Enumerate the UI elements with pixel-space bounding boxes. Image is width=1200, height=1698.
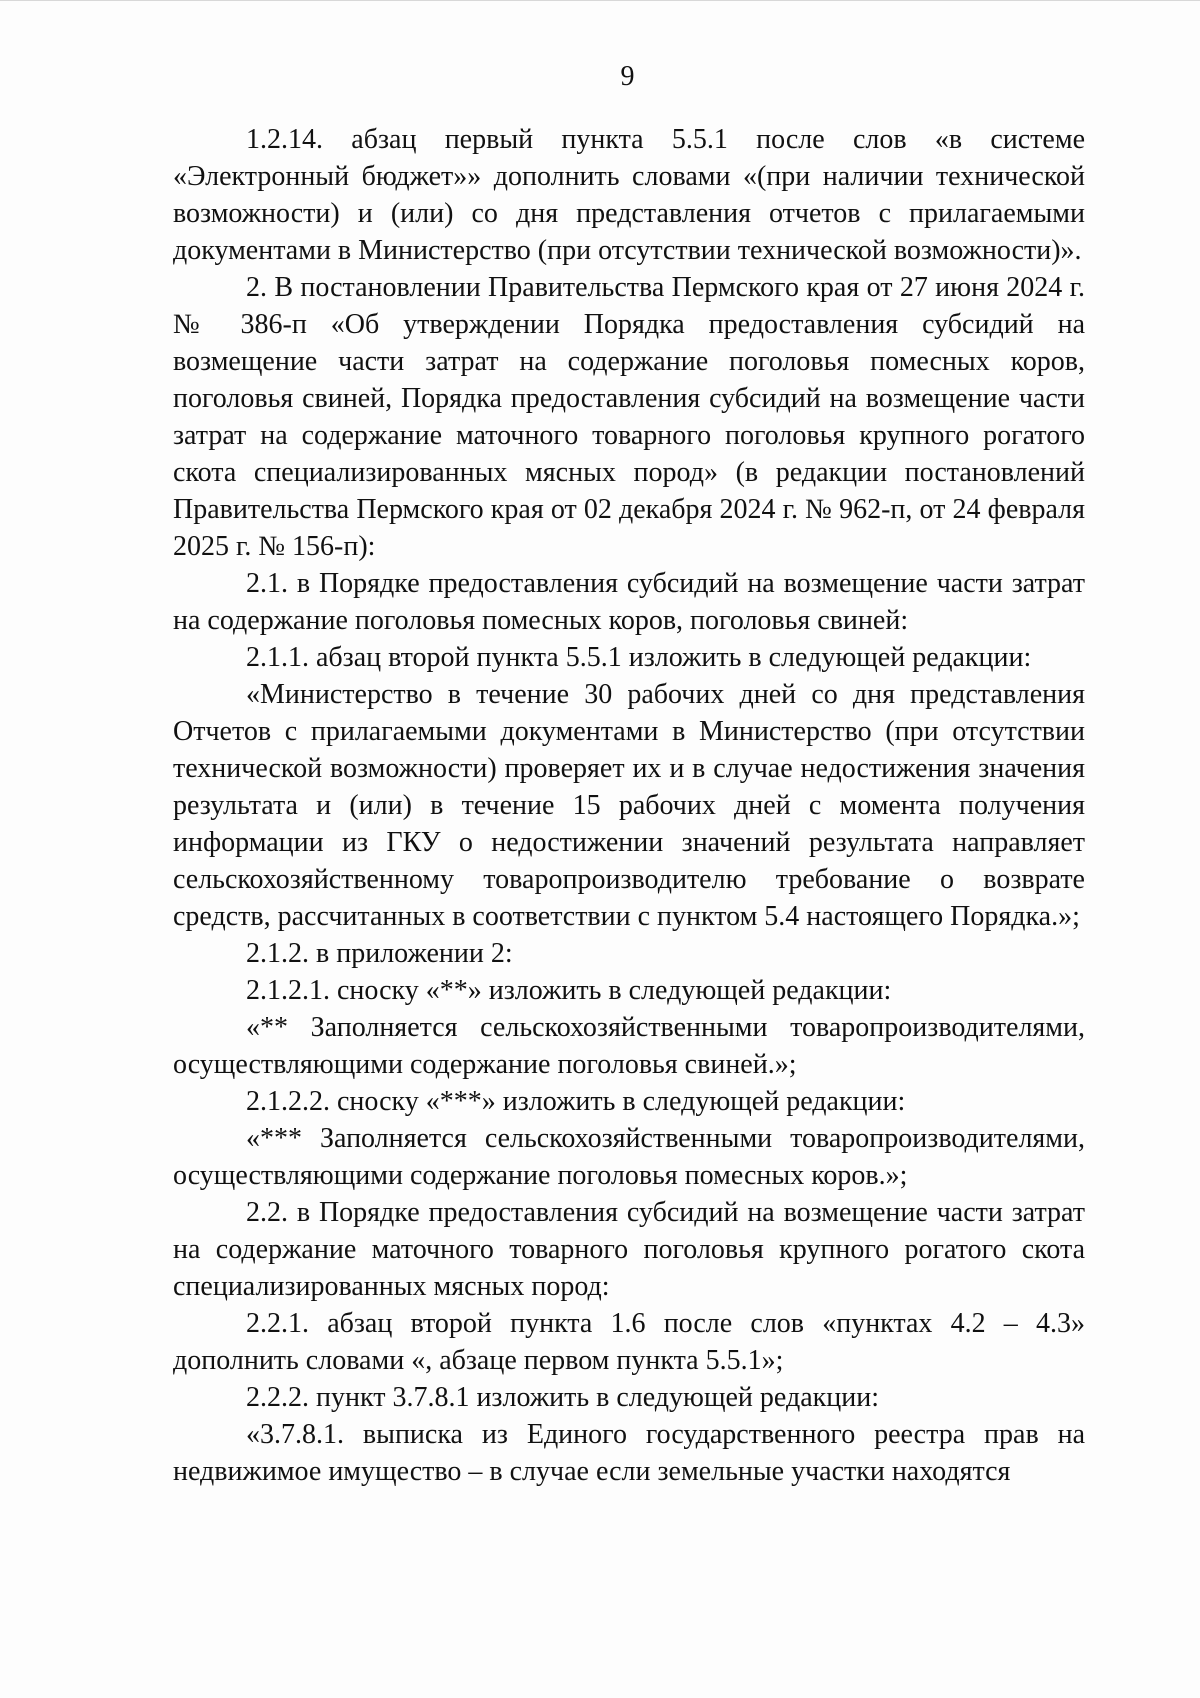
- paragraph-2-1-2: 2.1.2. в приложении 2:: [246, 938, 513, 969]
- paragraph-2: 2. В постановлении Правительства Пермского края от 27 июня 2024 г. № 386-п «Об утверждении Порядка предоставления субсидий на возмещение части затрат на содержание поголовья помесных коров, поголовья свиней, Порядка предоставления субсидий на возмещение части затрат на содержание маточного товарного поголовья крупного рогатого скота специализированных мясных пород» (в редакции постановлений Правительства Пермского края от 02 декабря 2024 г. № 962-п, от 24 февраля 2025 г. № 156-п):: [173, 272, 1085, 562]
- paragraph-2-1-2-1: 2.1.2.1. сноску «**» изложить в следующей редакции:: [246, 975, 892, 1006]
- paragraph-2-2-2: 2.2.2. пункт 3.7.8.1 изложить в следующей редакции:: [246, 1382, 879, 1413]
- paragraph-1-2-14: 1.2.14. абзац первый пункта 5.5.1 после слов «в системе «Электронный бюджет»» дополнить словами «(при наличии технической возможности) и (или) со дня представления отчетов с прилагаемыми документами в Министерство (при отсутствии технической возможности)».: [173, 124, 1085, 266]
- paragraph-footnote-2-quote: «** Заполняется сельскохозяйственными товаропроизводителями, осуществляющими содержание поголовья свиней.»;: [173, 1012, 1085, 1080]
- paragraph-3-7-8-1-quote: «3.7.8.1. выписка из Единого государственного реестра прав на недвижимое имущество – в случае если земельные участки находятся: [173, 1419, 1085, 1487]
- paragraph-2-2: 2.2. в Порядке предоставления субсидий на возмещение части затрат на содержание маточного товарного поголовья крупного рогатого скота специализированных мясных пород:: [173, 1197, 1085, 1302]
- page-number: 9: [620, 61, 635, 92]
- paragraph-2-1-2-2: 2.1.2.2. сноску «***» изложить в следующей редакции:: [246, 1086, 906, 1117]
- paragraph-2-1: 2.1. в Порядке предоставления субсидий на возмещение части затрат на содержание поголовья помесных коров, поголовья свиней:: [173, 568, 1085, 636]
- paragraph-2-2-1: 2.2.1. абзац второй пункта 1.6 после слов «пунктах 4.2 – 4.3» дополнить словами «, абзаце первом пункта 5.5.1»;: [173, 1308, 1085, 1376]
- document-body: [173, 121, 1085, 1490]
- paragraph-footnote-3-quote: «*** Заполняется сельскохозяйственными товаропроизводителями, осуществляющими содержание поголовья помесных коров.»;: [173, 1123, 1085, 1191]
- paragraph-2-1-1: 2.1.1. абзац второй пункта 5.5.1 изложить в следующей редакции:: [246, 642, 1032, 673]
- paragraph-ministry-quote: «Министерство в течение 30 рабочих дней со дня представления Отчетов с прилагаемыми документами в Министерство (при отсутствии технической возможности) проверяет их и в случае недостижения значения результата и (или) в течение 15 рабочих дней с момента получения информации из ГКУ о недостижении значений результата направляет сельскохозяйственному товаропроизводителю требование о возврате средств, рассчитанных в соответствии с пунктом 5.4 настоящего Порядка.»;: [173, 679, 1085, 932]
